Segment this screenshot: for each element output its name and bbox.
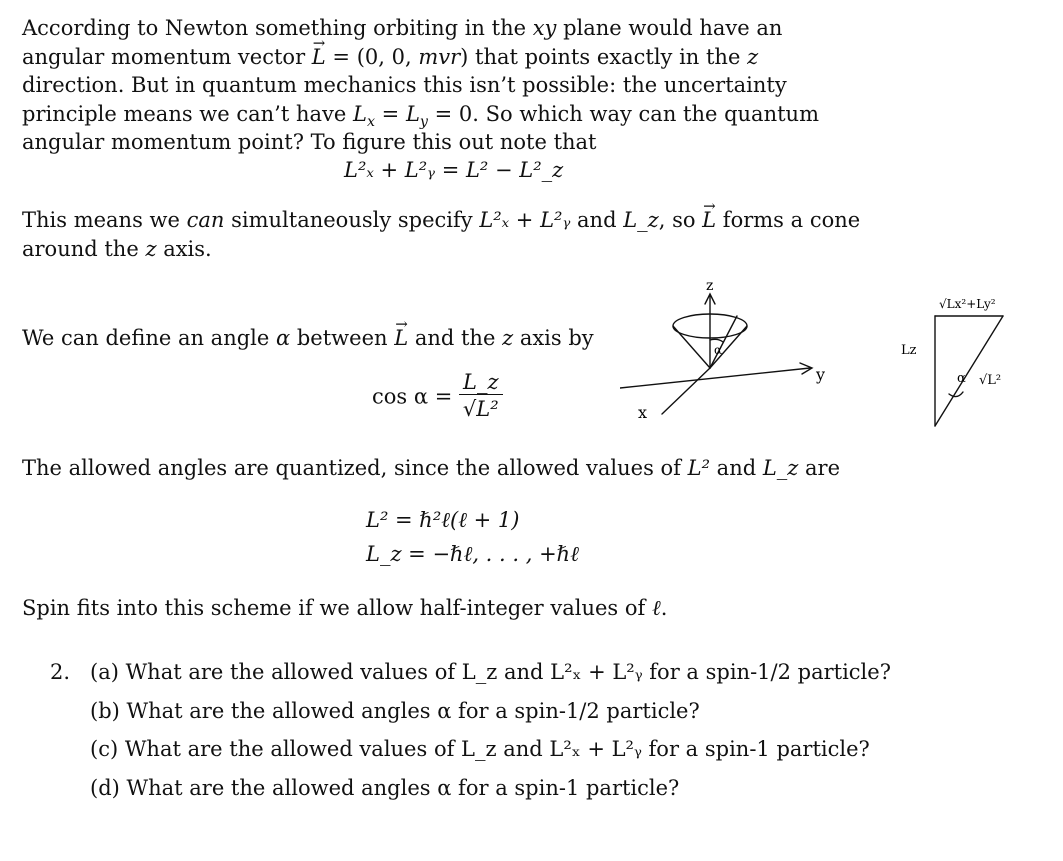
vector-L: → L (702, 206, 716, 235)
cone-edge-left (673, 326, 710, 368)
text-run: Spin fits into this scheme if we allow half-integer values of (22, 596, 652, 620)
math-z: z (747, 44, 759, 69)
vector-L: → L (394, 324, 408, 353)
x-axis-line (662, 368, 710, 414)
question-item (90, 699, 700, 723)
z-axis-label: z (706, 278, 714, 294)
text-run: = 0. So which way can the quantum angular momentum point? To figure this out note that (22, 101, 819, 154)
math-alpha: α (276, 326, 291, 350)
text-run: and the (408, 326, 503, 350)
subscript-y: y (419, 113, 428, 130)
math-xy: xy (532, 16, 557, 40)
triangle-hyp-label: √L² (979, 373, 1002, 388)
text-run: plane would have an angular momentum vector (22, 16, 783, 69)
spin-paragraph (22, 594, 862, 623)
triangle-top-label: √Lx²+Ly² (939, 297, 996, 311)
subscript-x: x (366, 113, 375, 130)
text-run: and (570, 208, 624, 232)
math-mvr: mvr (418, 44, 461, 69)
math-L2: L² (687, 456, 710, 480)
question-label: (b) (90, 699, 120, 723)
text-run: = (0, 0, (325, 44, 419, 69)
question-item (90, 737, 870, 761)
text-run: We can define an angle (22, 326, 276, 350)
text-run: ) that points exactly in the (460, 44, 748, 69)
fraction-denominator: √L² (462, 397, 499, 421)
math-ell: ℓ (651, 596, 661, 620)
question-item (90, 660, 891, 684)
question-text: What are the allowed values of L_z and L²ₓ + L²ᵧ for a spin-1/2 particle? (125, 660, 891, 684)
math-Ly: L (405, 101, 420, 126)
text-run: are (798, 456, 841, 480)
math-z: z (502, 326, 514, 350)
equation-cos-alpha (372, 370, 503, 423)
math-z: z (145, 236, 157, 261)
quantized-paragraph (22, 454, 862, 483)
cos-alpha-label: cos α = (372, 384, 453, 409)
question-text: What are the allowed angles α for a spin-1/2 particle? (126, 699, 700, 723)
text-run: between (290, 326, 395, 350)
triangle-angle-label: α (957, 371, 966, 386)
question-item (90, 776, 679, 800)
emphasis-can: can (186, 208, 225, 232)
question-label: (c) (90, 737, 119, 761)
math-sum: L²ₓ + L²ᵧ (479, 208, 571, 232)
text-run: axis. (156, 236, 212, 261)
text-run: . (660, 596, 668, 620)
cone-sketch (620, 268, 850, 438)
triangle-left-label: Lz (901, 343, 917, 358)
equation-Lz: L_z = −ℏℓ, . . . , +ℏℓ (366, 542, 579, 566)
fraction (459, 370, 503, 423)
text-run: simultaneously specify (224, 208, 480, 232)
equation-L2: L² = ℏ²ℓ(ℓ + 1) (366, 508, 520, 532)
question-label: (a) (90, 660, 119, 684)
text-run: axis by (513, 326, 594, 350)
text-run: and (710, 456, 763, 480)
angle-paragraph (22, 324, 622, 353)
vector-L: → L (312, 43, 326, 72)
fraction-numerator: L_z (459, 370, 503, 395)
equation-lx-ly: L²ₓ + L²ᵧ = L² − L²_z (344, 158, 564, 182)
x-axis-label: x (638, 403, 648, 422)
cone-angle-label: α (714, 343, 723, 357)
math-Lz: L_z (762, 456, 799, 480)
text-run: , so (658, 208, 703, 232)
question-text: What are the allowed values of L_z and L²ₓ + L²ᵧ for a spin-1 particle? (124, 737, 870, 761)
text-run: = (375, 101, 406, 126)
text-run: direction. But in quantum mechanics this isn’t possible: the uncertainty principle means we can’t have (22, 73, 787, 126)
math-Lx: L (353, 101, 367, 126)
text-run: The allowed angles are quantized, since the allowed values of (22, 456, 688, 480)
text-run: This means we (22, 208, 187, 232)
question-label: (d) (90, 776, 120, 800)
y-axis-label: y (816, 365, 826, 384)
question-text: What are the allowed angles α for a spin-1 particle? (126, 776, 680, 800)
text-run: According to Newton something orbiting in the (22, 16, 533, 40)
intro-paragraph (22, 14, 862, 157)
y-axis-line (620, 368, 810, 388)
triangle-sketch (895, 280, 1025, 430)
angle-arc (710, 339, 723, 342)
question-number: 2. (50, 660, 71, 684)
math-Lz: L_z (623, 208, 659, 232)
text-run: forms a cone around the (22, 208, 861, 261)
triangle-hypotenuse (935, 316, 1003, 426)
cone-paragraph (22, 206, 862, 263)
